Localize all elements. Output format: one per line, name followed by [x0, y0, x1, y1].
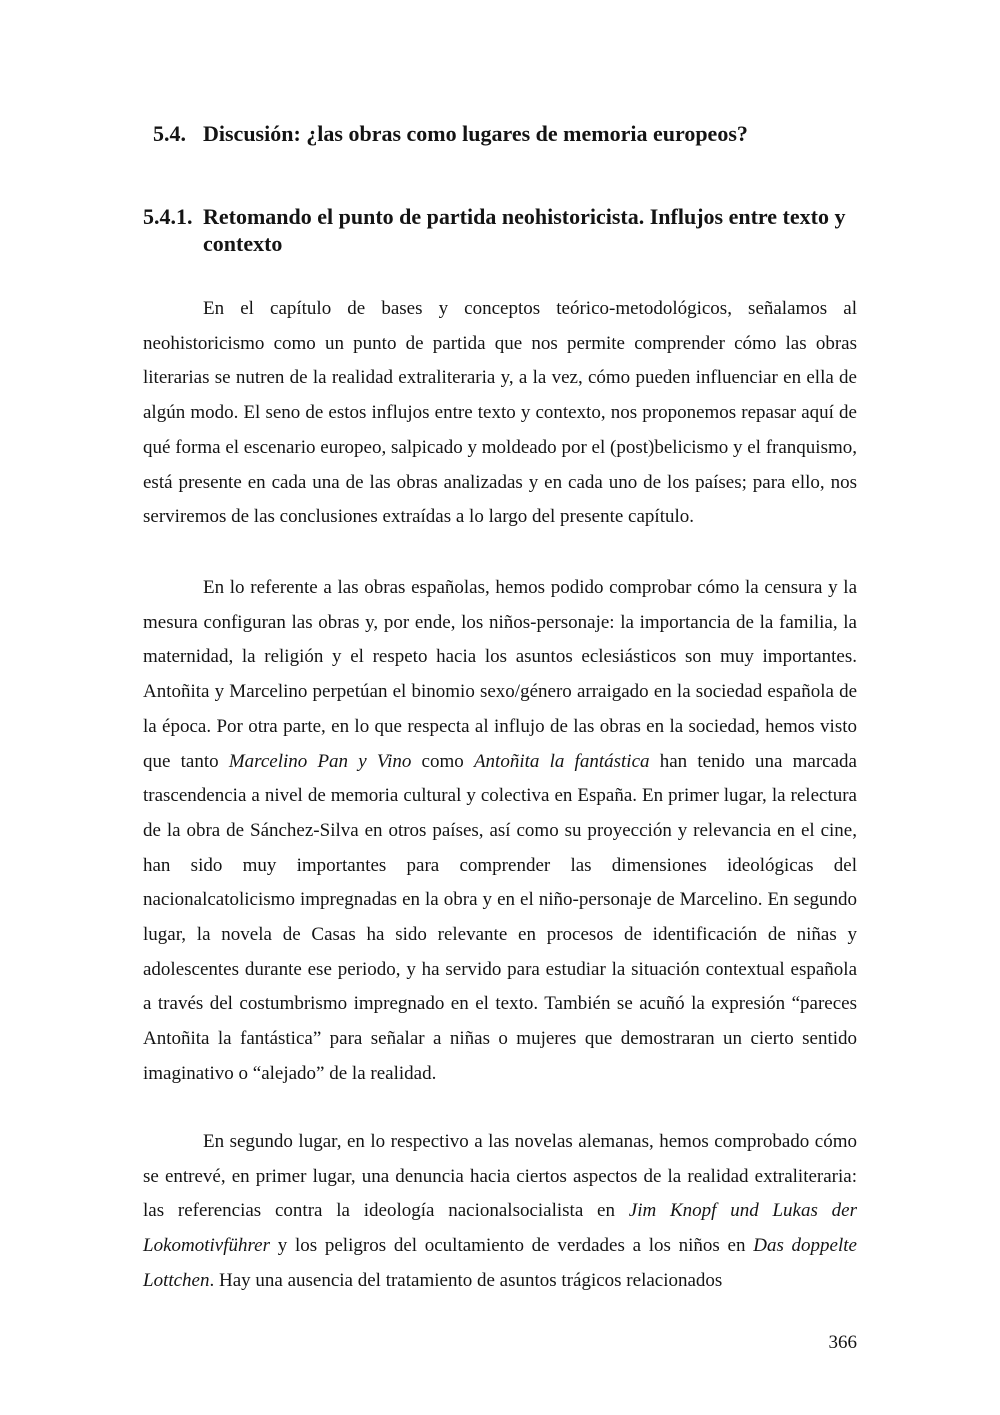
work-title-italic: Marcelino Pan y Vino [228, 750, 412, 772]
paragraph-text: En el capítulo de bases y conceptos teórico-metodológicos, señalamos al neohistoricismo como un punto de partida que nos permite comprender cómo las obras literarias se nutren de la realidad extraliteraria y, a la vez, cómo pueden influenciar en ella de algún modo. El seno de estos influjos entre texto y contexto, nos proponemos repasar aquí de qué forma el escenario europeo, salpicado y moldeado por el (post)belicismo y el franquismo, está presente en cada una de las obras analizadas y en cada uno de los países; para ello, nos serviremos de las conclusiones extraídas a lo largo del presente capítulo. [143, 298, 857, 528]
paragraph-text: . Hay una ausencia del tratamiento de asuntos trágicos relacionados [209, 1269, 723, 1291]
subsection-number: 5.4.1. [143, 204, 193, 229]
section-title: Discusión: ¿las obras como lugares de memoria europeos? [203, 121, 748, 146]
section-number: 5.4. [153, 121, 186, 146]
body-paragraph [143, 1125, 857, 1299]
body-paragraph [143, 292, 857, 535]
work-title-italic: Antoñita la fantástica [473, 750, 650, 772]
paragraph-text: En segundo lugar, en lo respectivo a las novelas alemanas, hemos comprobado cómo se entrevé, en primer lugar, una denuncia hacia ciertos aspectos de la realidad extraliteraria: las referencias contra la ideología nacionalsocialista en [143, 1131, 857, 1222]
section-heading [153, 120, 873, 148]
subsection-heading [143, 203, 863, 259]
page-number: 366 [828, 1332, 857, 1353]
body-paragraph [143, 571, 857, 1092]
paragraph-text: En lo referente a las obras españolas, hemos podido comprobar cómo la censura y la mesura configuran las obras y, por ende, los niños-personaje: la importancia de la familia, la maternidad, la religión y el respeto hacia los asuntos eclesiásticos son muy importantes. Antoñita y Marcelino perpetúan el binomio sexo/género arraigado en la sociedad española de la época. Por otra parte, en lo que respecta al influjo de las obras en la sociedad, hemos visto que tanto [143, 577, 857, 772]
paragraph-text: han tenido una marcada trascendencia a nivel de memoria cultural y colectiva en España. En primer lugar, la relectura de la obra de Sánchez-Silva en otros países, así como su proyección y relevancia en el cine, han sido muy importantes para comprender las dimensiones ideológicas del nacionalcatolicismo impregnadas en la obra y en el niño-personaje de Marcelino. En segundo lugar, la novela de Casas ha sido relevante en procesos de identificación de niñas y adolescentes durante ese periodo, y ha servido para estudiar la situación contextual española a través del costumbrismo impregnado en el texto. También se acuñó la expresión “pareces Antoñita la fantástica” para señalar a niñas o mujeres que demostraran un cierto sentido imaginativo o “alejado” de la realidad. [143, 750, 857, 1084]
subsection-title: Retomando el punto de partida neohistoricista. Influjos entre texto y contexto [203, 204, 846, 256]
paragraph-text: como [411, 750, 474, 772]
work-title-italic: Jim Knopf und Lukas der Lokomotivführer [143, 1200, 857, 1257]
paragraph-text: y los peligros del ocultamiento de verdades a los niños en [270, 1235, 754, 1257]
work-title-italic: Das doppelte Lottchen [143, 1235, 857, 1291]
